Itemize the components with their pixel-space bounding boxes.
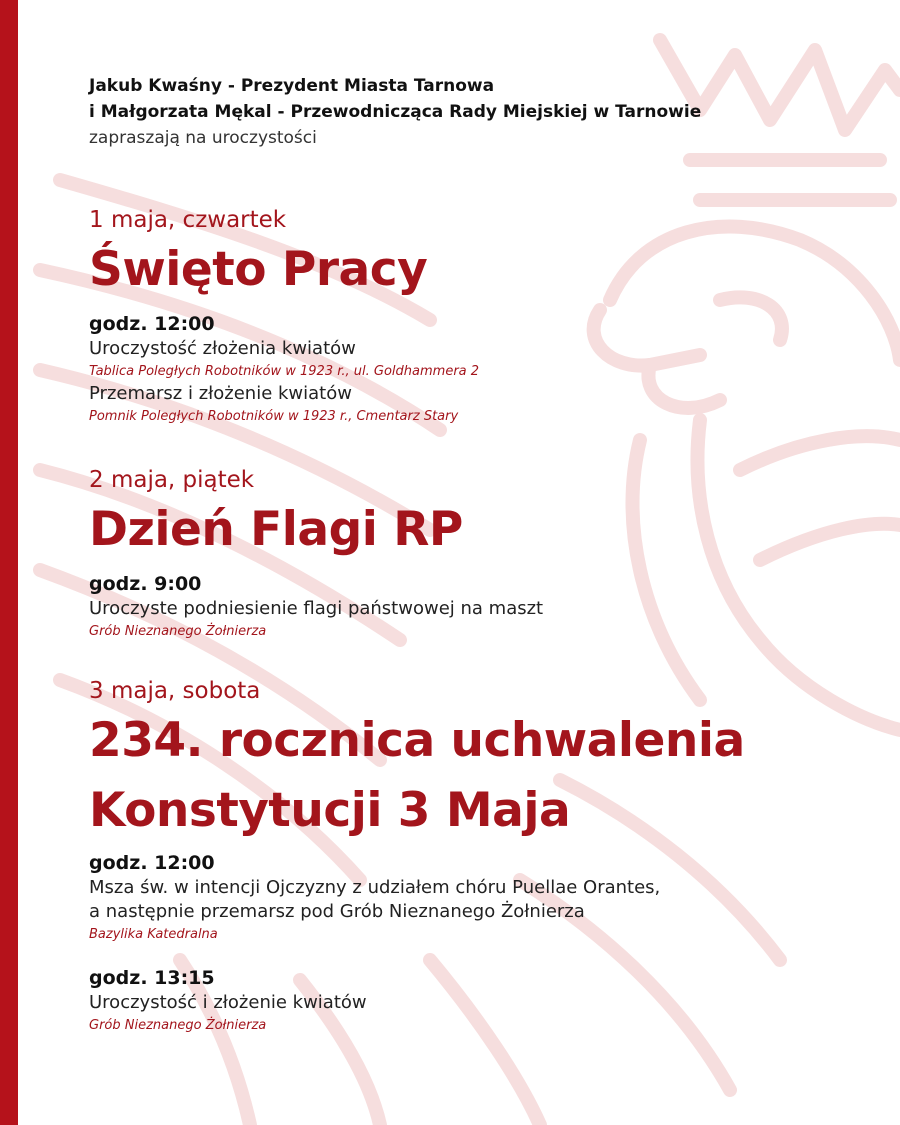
event-title: Dzień Flagi RP — [89, 502, 463, 557]
event-date: 3 maja, sobota — [89, 678, 261, 704]
event-location: Grób Nieznanego Żołnierza — [89, 1018, 267, 1033]
event-description: Uroczyste podniesienie flagi państwowej na maszt — [89, 598, 544, 619]
header-line-invite: zapraszają na uroczystości — [89, 128, 317, 148]
event-description: Uroczystość złożenia kwiatów — [89, 338, 356, 359]
event-hour: godz. 12:00 — [89, 313, 215, 335]
event-hour: godz. 13:15 — [89, 967, 215, 989]
event-hour: godz. 12:00 — [89, 852, 215, 874]
event-title: Święto Pracy — [89, 242, 428, 297]
header-line-mayor: Jakub Kwaśny - Prezydent Miasta Tarnowa — [89, 76, 495, 96]
event-section-constitution-day — [89, 676, 879, 1036]
event-description: Uroczystość i złożenie kwiatów — [89, 992, 367, 1013]
event-description: a następnie przemarsz pod Grób Nieznanego Żołnierza — [89, 901, 585, 922]
event-section-flag-day — [89, 465, 879, 642]
event-title-line-2: Konstytucji 3 Maja — [89, 783, 571, 838]
event-title-line-1: 234. rocznica uchwalenia — [89, 713, 745, 768]
event-description: Przemarsz i złożenie kwiatów — [89, 383, 352, 404]
header-line-council-chair: i Małgorzata Mękal - Przewodnicząca Rady Miejskiej w Tarnowie — [89, 102, 702, 122]
event-hour: godz. 9:00 — [89, 573, 202, 595]
event-location: Tablica Poległych Robotników w 1923 r., ul. Goldhammera 2 — [89, 364, 480, 379]
event-location: Pomnik Poległych Robotników w 1923 r., Cmentarz Stary — [89, 409, 459, 424]
event-section-labour-day — [89, 205, 879, 427]
event-description: Msza św. w intencji Ojczyzny z udziałem chóru Puellae Orantes, — [89, 877, 661, 898]
event-date: 2 maja, piątek — [89, 467, 255, 493]
left-accent-bar — [0, 0, 18, 1125]
invitation-header — [89, 73, 879, 151]
event-location: Grób Nieznanego Żołnierza — [89, 624, 267, 639]
event-date: 1 maja, czwartek — [89, 207, 287, 233]
event-location: Bazylika Katedralna — [89, 927, 218, 942]
